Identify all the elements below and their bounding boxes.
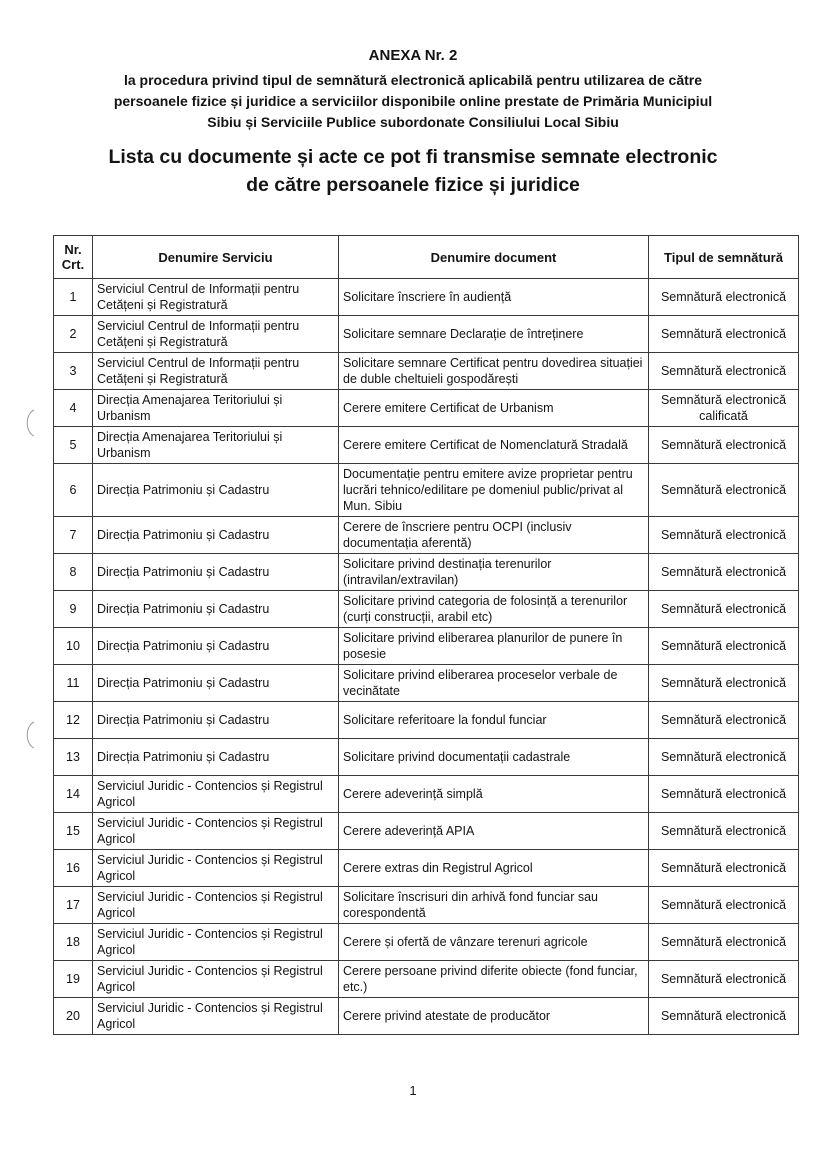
cell-signature: Semnătură electronică [649, 961, 799, 998]
cell-signature: Semnătură electronică [649, 665, 799, 702]
cell-document: Cerere privind atestate de producător [339, 998, 649, 1035]
subtitle-line: Sibiu și Serviciile Publice subordonate Consiliului Local Sibiu [207, 114, 619, 130]
cell-signature: Semnătură electronică [649, 998, 799, 1035]
cell-document: Cerere extras din Registrul Agricol [339, 850, 649, 887]
cell-signature: Semnătură electronică [649, 813, 799, 850]
cell-nr: 13 [54, 739, 93, 776]
cell-document: Cerere adeverință simplă [339, 776, 649, 813]
table-row [54, 517, 799, 554]
cell-service: Serviciul Juridic - Contencios și Registrul Agricol [93, 998, 339, 1035]
cell-service: Direcția Patrimoniu și Cadastru [93, 517, 339, 554]
cell-document: Solicitare privind eliberarea planurilor de punere în posesie [339, 628, 649, 665]
table-row [54, 739, 799, 776]
column-header-nr: Nr. Crt. [54, 236, 93, 279]
table-row [54, 464, 799, 517]
cell-signature: Semnătură electronică [649, 850, 799, 887]
cell-document: Cerere emitere Certificat de Nomenclatură Stradală [339, 427, 649, 464]
cell-signature: Semnătură electronică [649, 316, 799, 353]
cell-document: Solicitare privind categoria de folosință a terenurilor (curți construcții, arabil etc) [339, 591, 649, 628]
cell-signature: Semnătură electronică [649, 702, 799, 739]
cell-signature: Semnătură electronică [649, 464, 799, 517]
cell-service: Serviciul Centrul de Informații pentru Cetățeni și Registratură [93, 316, 339, 353]
cell-signature: Semnătură electronică [649, 279, 799, 316]
cell-service: Direcția Patrimoniu și Cadastru [93, 628, 339, 665]
cell-signature: Semnătură electronică [649, 776, 799, 813]
cell-service: Direcția Patrimoniu și Cadastru [93, 591, 339, 628]
cell-signature: Semnătură electronică [649, 628, 799, 665]
cell-service: Direcția Patrimoniu și Cadastru [93, 554, 339, 591]
column-header-document: Denumire document [339, 236, 649, 279]
document-title [0, 143, 826, 199]
cell-signature: Semnătură electronică [649, 517, 799, 554]
cell-document: Cerere și ofertă de vânzare terenuri agricole [339, 924, 649, 961]
cell-service: Serviciul Juridic - Contencios și Registrul Agricol [93, 887, 339, 924]
cell-document: Documentație pentru emitere avize proprietar pentru lucrări tehnico/edilitare pe domeniul public/privat al Mun. Sibiu [339, 464, 649, 517]
cell-service: Serviciul Juridic - Contencios și Registrul Agricol [93, 850, 339, 887]
cell-nr: 18 [54, 924, 93, 961]
table-row [54, 353, 799, 390]
cell-nr: 19 [54, 961, 93, 998]
cell-nr: 4 [54, 390, 93, 427]
cell-service: Direcția Patrimoniu și Cadastru [93, 464, 339, 517]
punch-hole-mark [22, 408, 36, 438]
cell-service: Serviciul Juridic - Contencios și Registrul Agricol [93, 924, 339, 961]
cell-document: Solicitare semnare Certificat pentru dovedirea situației de duble cheltuieli gospodărești [339, 353, 649, 390]
cell-signature: Semnătură electronică [649, 591, 799, 628]
cell-service: Serviciul Juridic - Contencios și Registrul Agricol [93, 813, 339, 850]
cell-nr: 7 [54, 517, 93, 554]
title-line: de către persoanele fizice și juridice [246, 174, 580, 196]
table-row [54, 665, 799, 702]
cell-signature: Semnătură electronică [649, 353, 799, 390]
cell-document: Cerere persoane privind diferite obiecte (fond funciar, etc.) [339, 961, 649, 998]
cell-nr: 8 [54, 554, 93, 591]
table-row [54, 390, 799, 427]
table-row [54, 887, 799, 924]
cell-document: Solicitare semnare Declarație de întreținere [339, 316, 649, 353]
cell-document: Solicitare înscriere în audiență [339, 279, 649, 316]
table-row [54, 628, 799, 665]
table-row [54, 961, 799, 998]
table-row [54, 702, 799, 739]
table-row [54, 316, 799, 353]
document-header [0, 46, 826, 199]
cell-service: Direcția Amenajarea Teritoriului și Urbanism [93, 427, 339, 464]
cell-service: Direcția Patrimoniu și Cadastru [93, 665, 339, 702]
cell-document: Cerere de înscriere pentru OCPI (inclusiv documentația aferentă) [339, 517, 649, 554]
cell-nr: 3 [54, 353, 93, 390]
table-row [54, 776, 799, 813]
table-row [54, 427, 799, 464]
table-row [54, 813, 799, 850]
subtitle-line: la procedura privind tipul de semnătură electronică aplicabilă pentru utilizarea de către [123, 72, 703, 88]
cell-signature: Semnătură electronică calificată [649, 390, 799, 427]
procedure-subtitle [0, 70, 826, 133]
cell-nr: 11 [54, 665, 93, 702]
punch-hole-mark [22, 720, 36, 750]
table-row [54, 850, 799, 887]
cell-service: Serviciul Centrul de Informații pentru Cetățeni și Registratură [93, 353, 339, 390]
cell-document: Solicitare privind documentații cadastrale [339, 739, 649, 776]
cell-nr: 15 [54, 813, 93, 850]
cell-nr: 9 [54, 591, 93, 628]
page-number: 1 [409, 1083, 417, 1098]
cell-nr: 5 [54, 427, 93, 464]
cell-signature: Semnătură electronică [649, 924, 799, 961]
table-row [54, 998, 799, 1035]
cell-document: Solicitare referitoare la fondul funciar [339, 702, 649, 739]
cell-service: Serviciul Juridic - Contencios și Registrul Agricol [93, 776, 339, 813]
cell-nr: 14 [54, 776, 93, 813]
cell-nr: 12 [54, 702, 93, 739]
cell-service: Direcția Patrimoniu și Cadastru [93, 702, 339, 739]
cell-nr: 17 [54, 887, 93, 924]
cell-service: Serviciul Juridic - Contencios și Registrul Agricol [93, 961, 339, 998]
cell-nr: 16 [54, 850, 93, 887]
cell-signature: Semnătură electronică [649, 427, 799, 464]
cell-nr: 10 [54, 628, 93, 665]
column-header-signature: Tipul de semnătură [649, 236, 799, 279]
title-line: Lista cu documente și acte ce pot fi transmise semnate electronic [108, 146, 718, 168]
cell-document: Cerere emitere Certificat de Urbanism [339, 390, 649, 427]
cell-nr: 2 [54, 316, 93, 353]
cell-service: Direcția Patrimoniu și Cadastru [93, 739, 339, 776]
cell-nr: 20 [54, 998, 93, 1035]
cell-signature: Semnătură electronică [649, 887, 799, 924]
table-row [54, 591, 799, 628]
column-header-service: Denumire Serviciu [93, 236, 339, 279]
cell-document: Solicitare privind destinația terenurilor (intravilan/extravilan) [339, 554, 649, 591]
table-body [54, 279, 799, 1035]
documents-table [53, 235, 799, 1035]
annex-heading: ANEXA Nr. 2 [368, 47, 458, 64]
cell-signature: Semnătură electronică [649, 554, 799, 591]
cell-service: Direcția Amenajarea Teritoriului și Urbanism [93, 390, 339, 427]
cell-document: Solicitare privind eliberarea proceselor verbale de vecinătate [339, 665, 649, 702]
subtitle-line: persoanele fizice și juridice a serviciilor disponibile online prestate de Primăria Municipiul [113, 93, 713, 109]
cell-document: Cerere adeverință APIA [339, 813, 649, 850]
cell-nr: 1 [54, 279, 93, 316]
table-row [54, 554, 799, 591]
cell-nr: 6 [54, 464, 93, 517]
table-header-row [54, 236, 799, 279]
table-row [54, 924, 799, 961]
table-row [54, 279, 799, 316]
cell-service: Serviciul Centrul de Informații pentru Cetățeni și Registratură [93, 279, 339, 316]
cell-document: Solicitare înscrisuri din arhivă fond funciar sau corespondentă [339, 887, 649, 924]
cell-signature: Semnătură electronică [649, 739, 799, 776]
